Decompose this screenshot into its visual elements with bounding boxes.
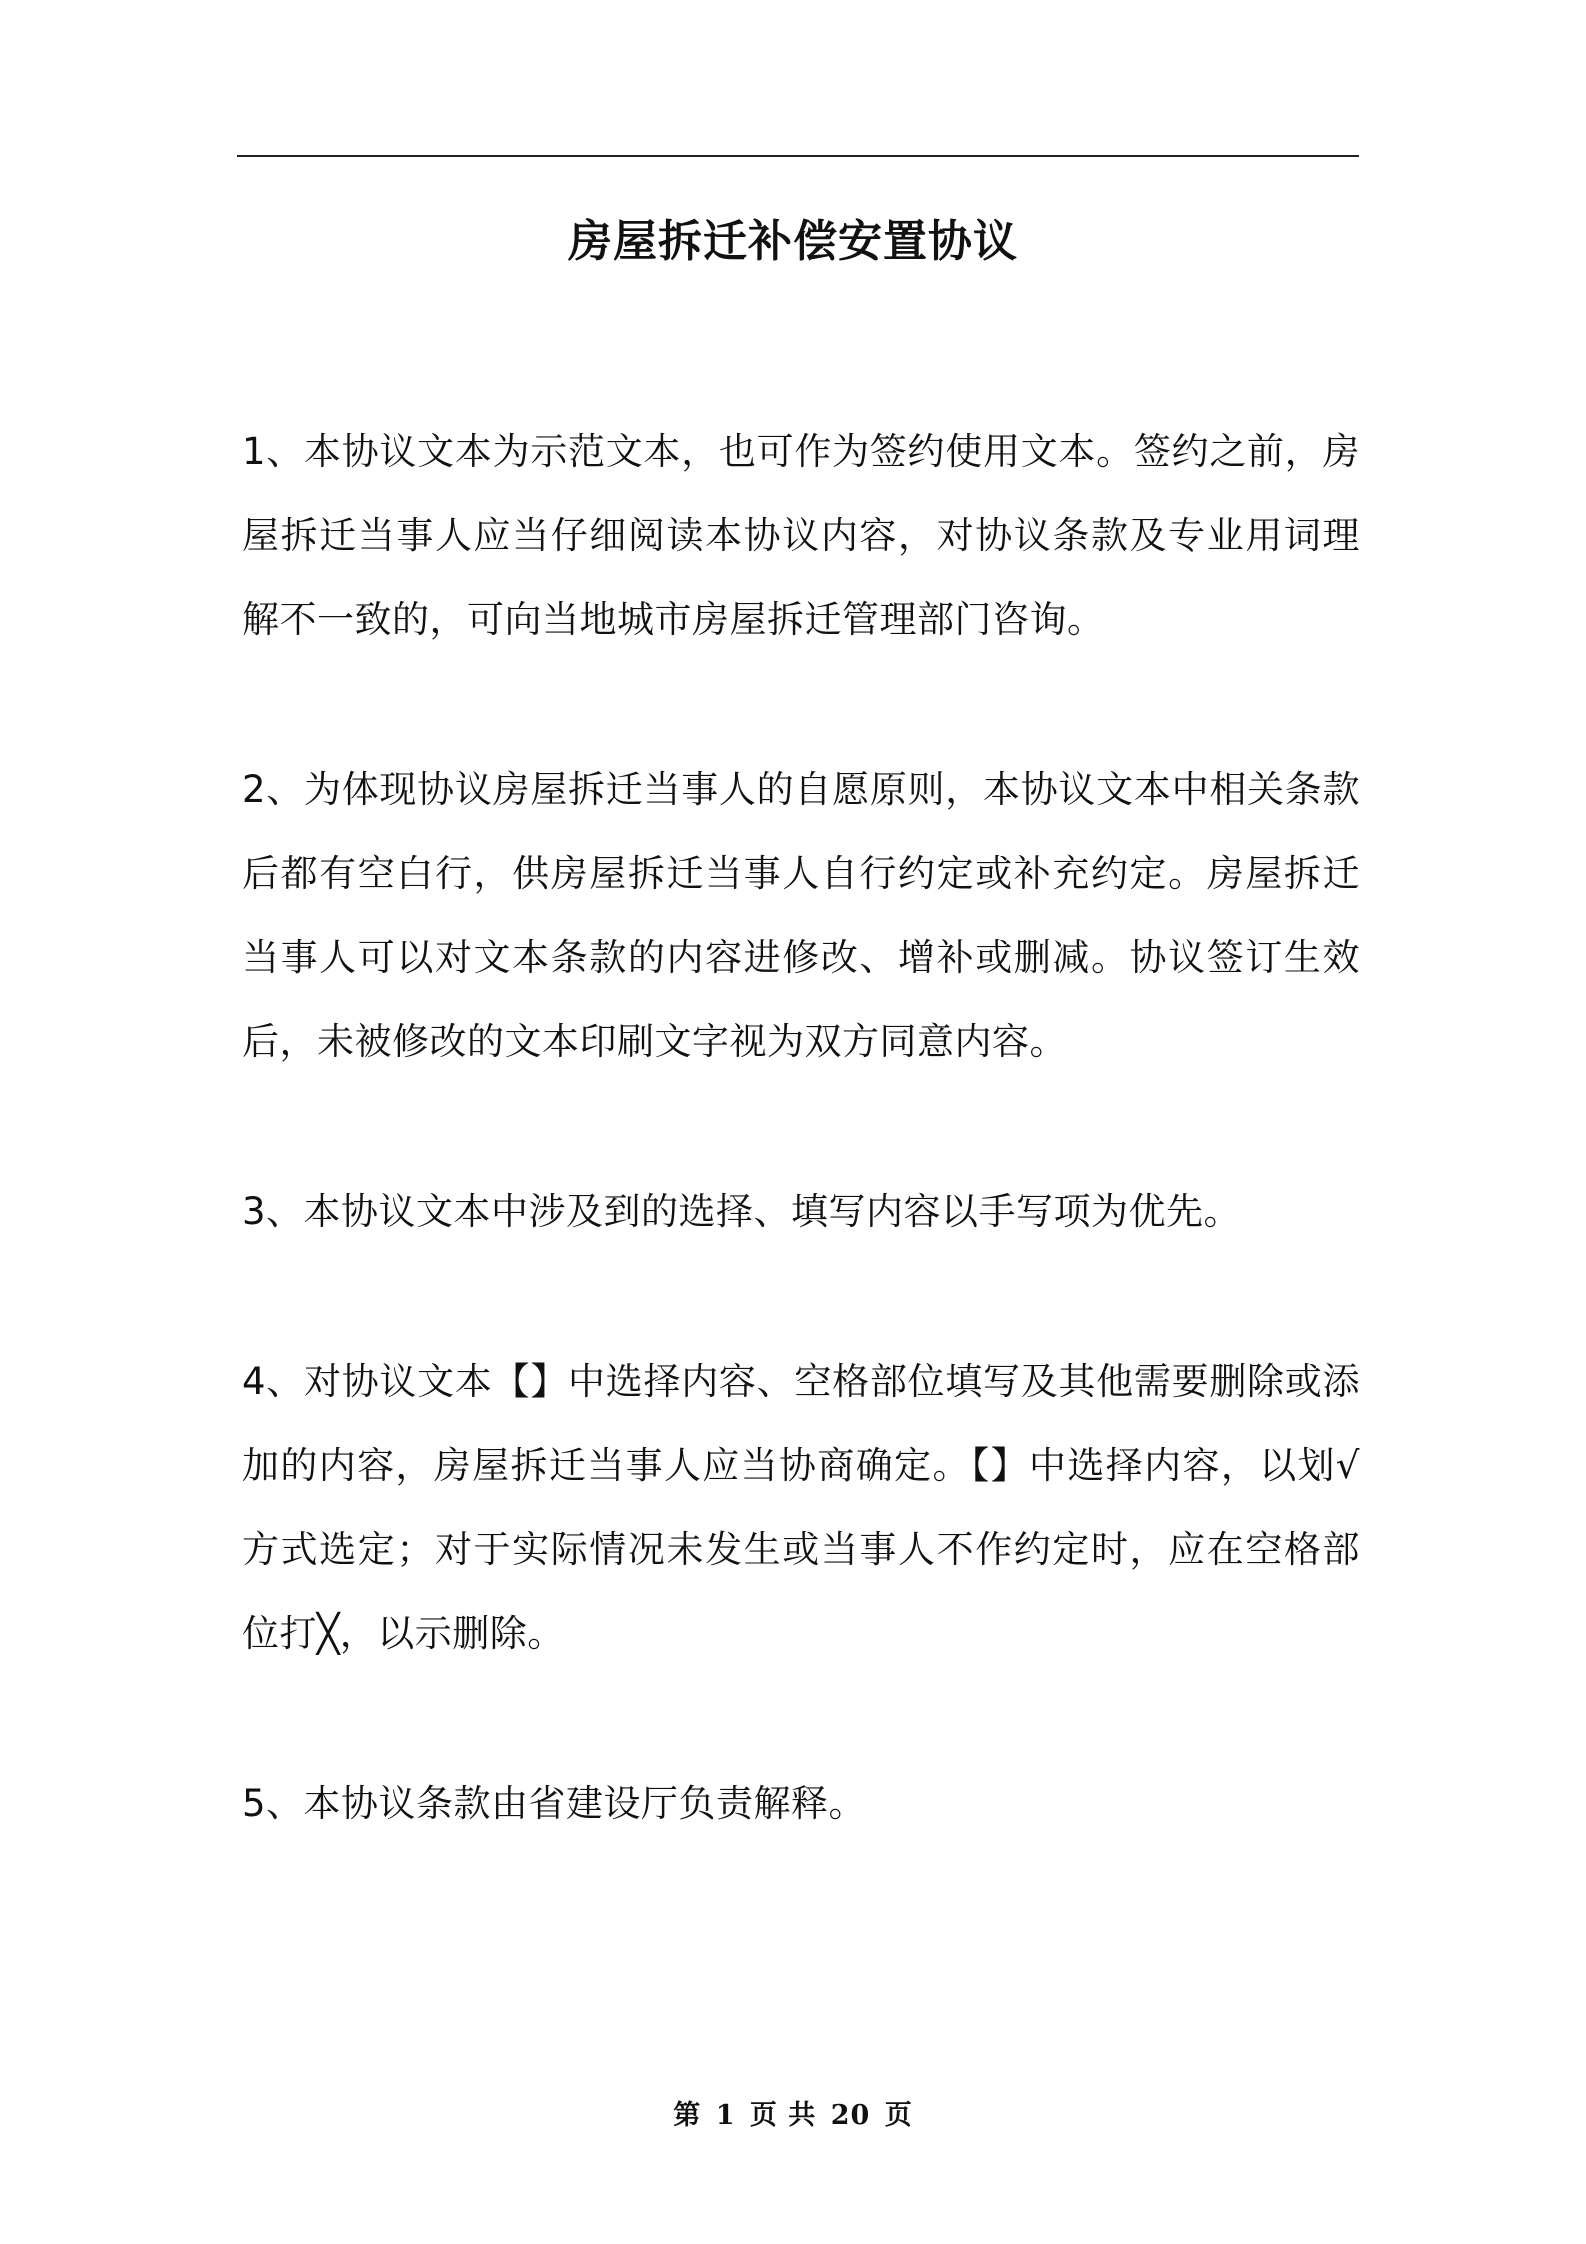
page-number-footer <box>0 2098 1586 2134</box>
footer-prefix: 第 <box>673 2100 702 2131</box>
footer-suffix: 页 <box>884 2100 913 2131</box>
paragraph-5: 5、本协议条款由省建设厅负责解释。 <box>242 1782 867 1825</box>
paragraph-4: 4、对协议文本【】中选择内容、空格部位填写及其他需要删除或添加的内容，房屋拆迁当事人应当协商确定。【】中选择内容，以划√方式选定；对于实际情况未发生或当事人不作约定时，应在空格部位打╳，以示删除。 <box>242 1360 1360 1655</box>
paragraph-3: 3、本协议文本中涉及到的选择、填写内容以手写项为优先。 <box>242 1190 1242 1233</box>
header-rule <box>237 155 1359 157</box>
footer-total-pages: 20 <box>830 2100 871 2131</box>
paragraph-1: 1、本协议文本为示范文本，也可作为签约使用文本。签约之前，房屋拆迁当事人应当仔细阅读本协议内容，对协议条款及专业用词理解不一致的，可向当地城市房屋拆迁管理部门咨询。 <box>242 430 1360 641</box>
footer-current-page: 1 <box>715 2100 736 2131</box>
document-body <box>242 410 1360 1846</box>
paragraph-2: 2、为体现协议房屋拆迁当事人的自愿原则，本协议文本中相关条款后都有空白行，供房屋拆迁当事人自行约定或补充约定。房屋拆迁当事人可以对文本条款的内容进修改、增补或删减。协议签订生效后，未被修改的文本印刷文字视为双方同意内容。 <box>242 768 1360 1063</box>
document-title: 房屋拆迁补偿安置协议 <box>568 216 1018 267</box>
footer-middle: 页 共 <box>749 2100 817 2131</box>
